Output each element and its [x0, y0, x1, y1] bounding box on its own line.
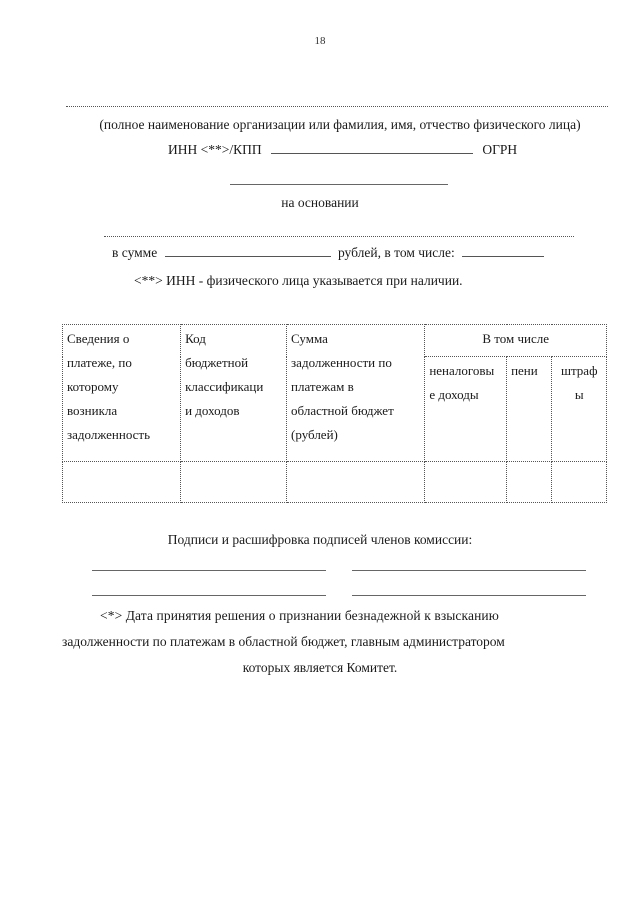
- header-including: В том числе: [425, 325, 607, 357]
- header-text: е доходы: [429, 387, 479, 402]
- header-text: штраф: [560, 363, 598, 378]
- header-budget-code: [181, 325, 287, 462]
- header-text: платежам в: [291, 379, 354, 394]
- table-cell: [425, 462, 507, 503]
- sum-blank: [165, 245, 331, 257]
- org-name-line: [66, 106, 608, 107]
- footnote-date-line3: которых является Комитет.: [242, 660, 398, 675]
- ogrn-label: ОГРН: [482, 142, 518, 157]
- header-peni: пени: [507, 357, 552, 462]
- table-cell: [287, 462, 425, 503]
- table-header-row: [63, 325, 607, 357]
- footnote-inn: <**> ИНН - физического лица указывается при наличии.: [134, 273, 463, 288]
- sum-middle: рублей, в том числе:: [337, 245, 455, 260]
- header-text: областной бюджет: [291, 403, 394, 418]
- basis-line: [104, 236, 574, 237]
- header-text: классификаци: [185, 379, 264, 394]
- header-text: Сведения о: [67, 331, 130, 346]
- table-row: [63, 462, 607, 503]
- sum-including-blank: [462, 245, 544, 257]
- header-text: платеже, по: [67, 355, 132, 370]
- ogrn-value-line: [230, 184, 448, 185]
- table-cell: [181, 462, 287, 503]
- header-nontax-income: [425, 357, 507, 462]
- table-cell: [552, 462, 607, 503]
- header-text: ы: [574, 387, 584, 402]
- header-text: неналоговы: [429, 363, 495, 378]
- signature-line: [352, 595, 586, 596]
- header-text: Код: [185, 331, 206, 346]
- signatures-caption: Подписи и расшифровка подписей членов комиссии:: [167, 532, 473, 547]
- org-caption: (полное наименование организации или фамилия, имя, отчество физического лица): [99, 117, 581, 132]
- footnote-date-line1: <*> Дата принятия решения о признании безнадежной к взысканию: [100, 608, 499, 623]
- sum-line: [112, 245, 544, 261]
- footnote-date-line2: задолженности по платежам в областной бюджет, главным администратором: [62, 634, 505, 649]
- header-text: и доходов: [185, 403, 240, 418]
- debt-table: [62, 324, 607, 503]
- signature-line: [92, 595, 326, 596]
- basis-label: на основании: [281, 195, 359, 210]
- signature-line: [352, 570, 586, 571]
- header-text: (рублей): [291, 427, 338, 442]
- page-number: 18: [314, 35, 326, 47]
- inn-kpp-blank: [271, 142, 473, 154]
- header-text: которому: [67, 379, 119, 394]
- table-cell: [507, 462, 552, 503]
- header-debt-sum: [287, 325, 425, 462]
- header-fines: [552, 357, 607, 462]
- header-text: Сумма: [291, 331, 328, 346]
- signature-line: [92, 570, 326, 571]
- header-payment-info: [63, 325, 181, 462]
- header-text: задолженность: [67, 427, 151, 442]
- table-cell: [63, 462, 181, 503]
- inn-line: [168, 142, 517, 158]
- sum-prefix: в сумме: [112, 245, 158, 260]
- inn-kpp-label: ИНН <**>/КПП: [168, 142, 262, 157]
- header-text: возникла: [67, 403, 118, 418]
- header-text: задолженности по: [291, 355, 392, 370]
- header-text: бюджетной: [185, 355, 249, 370]
